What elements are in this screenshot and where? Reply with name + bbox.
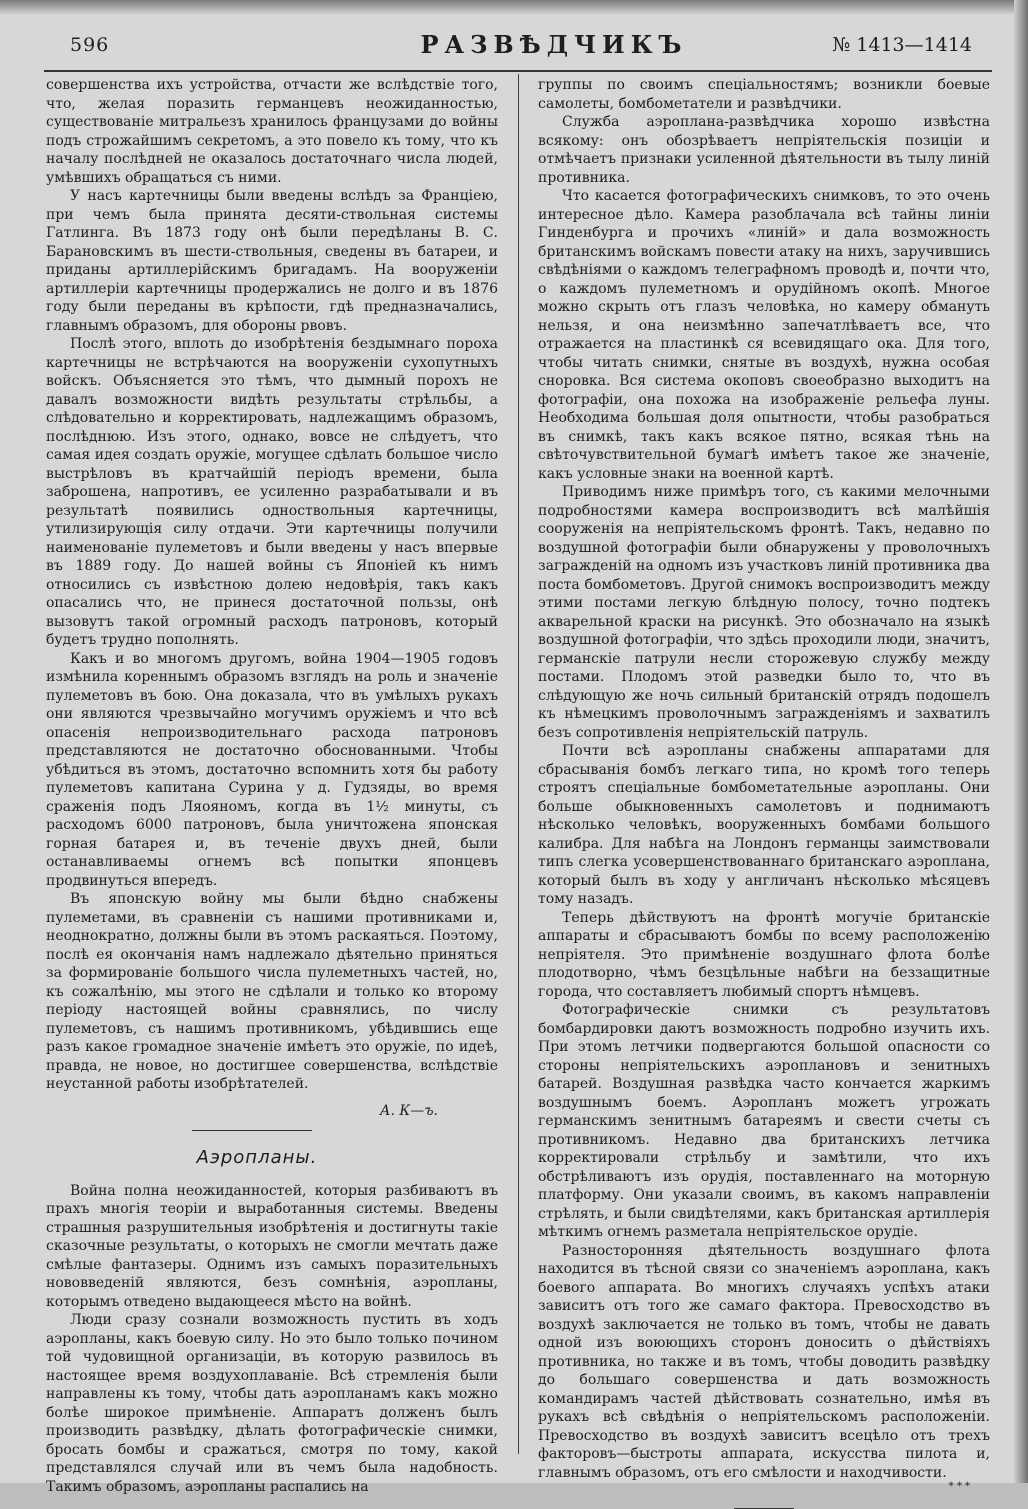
- paragraph: совершенства ихъ устройства, отчасти же вслѣдствіе того, что, желая поразить германцевъ неожиданностью, существованіе митральезъ хранилось французами до войны подъ строжайшимъ секретомъ, а это повело къ тому, что къ началу послѣдней не оказалось достаточнаго числа людей, умѣвшихъ обращаться съ ними.: [46, 77, 498, 186]
- paragraph: Фотографическіе снимки съ результатовъ бомбардировки даютъ возможность подробно изучить ихъ. При этомъ летчики подвергаются большой опасности со стороны непріятельскихъ аэроплановъ и зенитныхъ батарей. Воздушная развѣдка часто кончается жаркимъ воздушнымъ боемъ. Аэропланъ можетъ угрожать германскимъ зенитнымъ батареямъ и свести счеты съ противникомъ. Недавно два британскихъ летчика корректировали стрѣльбу и замѣтили, что ихъ обстрѣливаютъ изъ орудія, поставленнаго на моторную платформу. Они указали своимъ, въ какомъ направленіи стрѣлять, и были свидѣтелями, какъ британская артиллерія мѣткимъ огнемъ разметала непріятельское орудіе.: [538, 1002, 990, 1240]
- header-rule: [44, 70, 992, 72]
- paragraph: Война полна неожиданностей, которыя разбиваютъ въ прахъ многія теоріи и выработанныя системы. Введены страшныя разрушительныя изобрѣтенія и достигнуты такіе сказочные результаты, о которыхъ не смогли мечтать даже смѣлые фантазеры. Однимъ изъ самыхъ поразительныхъ нововведеній являются, безъ сомнѣнія, аэропланы, которымъ отведено выдающееся мѣсто на войнѣ.: [46, 1182, 498, 1310]
- section-rule: [192, 1130, 312, 1131]
- paragraph: Теперь дѣйствуютъ на фронтѣ могучіе британскіе аппараты и сбрасываютъ бомбы по всему расположенію непріятеля. Это примѣненіе воздушнаго флота болѣе плодотворно, чѣмъ безцѣльные набѣги на беззащитные города, что составляетъ любимый спортъ нѣмцевъ.: [538, 909, 990, 1000]
- right-column: [538, 76, 990, 1509]
- paragraph: Въ японскую войну мы были бѣдно снабжены пулеметами, въ сравненіи съ нашими противниками и, неоднократно, должны были въ этомъ раскаяться. Поэтому, послѣ ея окончанія намъ надлежало дѣятельно приняться за формированіе большого числа пулеметныхъ частей, но, къ сожалѣнію, мы этого не сдѣлали и только ко второму періоду настоящей войны сравнялись, по числу пулеметовъ, съ нашимъ противникомъ, убѣдившись еще разъ какое громадное значеніе имѣетъ это оружіе, по идеѣ, правда, не новое, но достигшее совершенства, вслѣдствіе неустанной работы изобрѣтателей.: [46, 891, 498, 1092]
- asterism: * * *: [948, 1481, 970, 1492]
- paragraph: Послѣ этого, вплоть до изобрѣтенія бездымнаго пороха картечницы не встрѣчаются на вооруженіи сухопутныхъ войскъ. Объясняется это тѣмъ, что дымный порохъ не давалъ возможности видѣть результаты стрѣльбы, а слѣдовательно и корректировать, надлежащимъ образомъ, послѣднюю. Изъ этого, однако, вовсе не слѣдуетъ, что самая идея создать оружіе, могущее сдѣлать большое число выстрѣловъ въ кратчайшій періодъ времени, была заброшена, напротивъ, ее усиленно разрабатывали и въ результатѣ появились одноствольныя картечницы, утилизирующія силу отдачи. Эти картечницы получили наименованіе пулеметовъ и были введены у насъ впервые въ 1889 году. До нашей войны съ Японіей къ нимъ относились съ извѣстною долею недовѣрія, такъ какъ опасались что, не принеся достаточной пользы, онѣ вызовутъ такой огромный расходъ патроновъ, который будетъ трудно пополнять.: [46, 336, 498, 648]
- masthead: РАЗВѢДЧИКЪ: [420, 30, 688, 59]
- paragraph: Какъ и во многомъ другомъ, война 1904—1905 годовъ измѣнила кореннымъ образомъ взглядъ на роль и значеніе пулеметовъ въ бою. Она доказала, что въ умѣлыхъ рукахъ они являются чрезвычайно могучимъ оружіемъ и что всѣ опасенія непроизводительнаго расхода патроновъ представляются не достаточно обоснованными. Чтобы убѣдиться въ этомъ, достаточно вспомнить хотя бы работу пулеметовъ капитана Сурина у д. Гудзяды, во время сраженія подъ Ляояномъ, когда въ 1½ минуты, съ расходомъ 6000 патроновъ, была уничтожена японская горная батарея и, въ теченіе двухъ дней, были останавливаемы огнемъ всѣ попытки японцевъ продвинуться впередъ.: [46, 650, 498, 889]
- left-column: [46, 76, 498, 1496]
- paragraph: Разносторонняя дѣятельность воздушнаго флота находится въ тѣсной связи со значеніемъ аэроплана, какъ боевого аппарата. Во многихъ случаяхъ успѣхъ атаки зависитъ отъ того же самаго фактора. Превосходство въ воздухѣ заключается не только въ томъ, чтобы не давать одной изъ воюющихъ сторонъ доносить о дѣйствіяхъ противника, но также и въ томъ, чтобы доводить развѣдку до большаго совершенства и дать возможность командирамъ частей дѣйствовать сознательно, имѣя въ рукахъ всѣ свѣдѣнія о непріятельскомъ расположеніи. Превосходство въ воздухѣ зависитъ всецѣло отъ трехъ факторовъ—быстроты аппарата, искусства пилота и, главнымъ образомъ, отъ его смѣлости и находчивости.: [538, 1242, 990, 1481]
- author-signature: А. К—ъ.: [379, 1102, 438, 1119]
- column-divider: [518, 74, 519, 1454]
- paragraph: группы по своимъ спеціальностямъ; возникли боевые самолеты, бомбометатели и развѣдчики.: [538, 77, 990, 112]
- page-header: [44, 30, 992, 66]
- paragraph: У насъ картечницы были введены вслѣдъ за Франціею, при чемъ была принята десяти-ствольная системы Гатлинга. Въ 1873 году онѣ были передѣланы В. С. Барановскимъ въ шести-ствольныя, сведены въ батареи, и приданы артиллерійскимъ бригадамъ. На вооруженіи артиллеріи картечницы продержались не долго и въ 1876 году были переданы въ крѣпости, гдѣ предназначались, главнымъ образомъ, для обороны рвовъ.: [46, 188, 498, 334]
- paragraph: Служба аэроплана-развѣдчика хорошо извѣстна всякому: онъ обозрѣваетъ непріятельскія позиціи и отмѣчаетъ признаки усиленной дѣятельности въ тылу линій противника.: [538, 114, 990, 186]
- paragraph: Что касается фотографическихъ снимковъ, то это очень интересное дѣло. Камера разоблачала всѣ тайны линіи Гинденбурга и прочихъ «линій» и дала возможность британскимъ войскамъ повести атаку на нихъ, заручившись свѣдѣніями о каждомъ телеграфномъ проводѣ и, почти что, о каждомъ пулеметномъ и орудійномъ окопѣ. Многое можно скрыть отъ глазъ человѣка, но камеру обмануть нельзя, и она неизмѣнно запечатлѣваетъ все, что отражается на пластинкѣ ся всевидящаго ока. Для того, чтобы читать снимки, снятые въ воздухѣ, нужна особая сноровка. Вся система окоповъ своеобразно выходитъ на фотографіи, она похожа на изображеніе рельефа луны. Необходима большая доля опытности, чтобы разобраться въ снимкѣ, такъ какъ всякое пятно, всякая тѣнь на свѣточувствительной бумагѣ имѣетъ такое же значеніе, какъ условные знаки на военной картѣ.: [538, 188, 990, 482]
- paragraph: Почти всѣ аэропланы снабжены аппаратами для сбрасыванія бомбъ легкаго типа, но кромѣ того теперь строятъ спеціальные бомбометательные аэропланы. Они больше обыкновенныхъ самолетовъ и поднимаютъ нѣсколько человѣкъ, вооруженныхъ бомбами большого калибра. Для набѣга на Лондонъ германцы заимствовали типъ слегка усовершенствованнаго британскаго аэроплана, который былъ въ ходу у англичанъ нѣсколько мѣсяцевъ тому назадъ.: [538, 743, 990, 907]
- paragraph: Люди сразу сознали возможность пустить въ ходъ аэропланы, какъ боевую силу. Но это было только почином той чудовищной организаціи, въ которую развилось въ настоящее время воздухоплаваніе. Всѣ стремленія были направлены къ тому, чтобы дать аэропланамъ какъ можно болѣе широкое примѣненіе. Аппаратъ долженъ былъ производить развѣдку, дѣлать фотографическіе снимки, бросать бомбы и сражаться, смотря по тому, какой представлялся случай или въ чемъ была надобность. Такимъ образомъ, аэропланы распались на: [46, 1312, 498, 1495]
- section-title: Аэропланы.: [196, 1147, 318, 1168]
- page-number: 596: [70, 34, 110, 56]
- issue-number: № 1413—1414: [832, 34, 972, 56]
- paragraph: Приводимъ ниже примѣръ того, съ какими мелочными подробностями камера воспроизводитъ всѣ малѣйшія сооруженія на непріятельскомъ фронтѣ. Такъ, недавно по воздушной фотографіи были обнаружены у проволочныхъ загражденій на одномъ изъ участковъ линій противника два поста бомбометовъ. Другой снимокъ воспроизводитъ между этими постами легкую блѣдную полосу, точно подтекъ акварельной краски на рисункѣ. Это обозначало на языкѣ воздушной фотографіи, что здѣсь проходили люди, значитъ, германскіе патрули несли сторожевую службу между постами. Плодомъ этой разведки было то, что въ слѣдующую же ночь сильный британскій отрядъ подошелъ къ нѣмецкимъ проволочнымъ загражденіямъ и захватилъ безъ сопротивленія непріятельскій патруль.: [538, 484, 990, 741]
